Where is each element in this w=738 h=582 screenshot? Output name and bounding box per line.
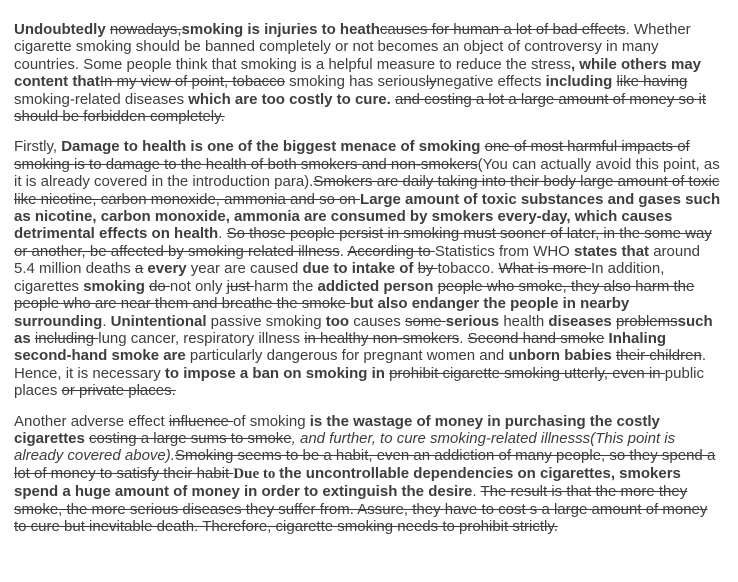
text-run: Smokers are daily taking into their body large amount of toxic like nicotine, carbon monoxide, ammonia and so on (14, 173, 720, 208)
text-run: tobacco. (437, 260, 499, 278)
text-run: smoking (83, 277, 150, 295)
text-run: including (34, 329, 99, 347)
text-run: in healthy non-smokers (304, 329, 460, 347)
text-run: and costing a lot a large amount of money so it should be forbidden completely. (14, 90, 706, 126)
text-run: due to intake of (302, 260, 418, 278)
text-run: negative effects (436, 73, 546, 91)
text-run: year are caused (186, 260, 303, 278)
text-run: influence (168, 412, 234, 430)
text-run: like having (616, 73, 688, 91)
text-run: such as (14, 312, 713, 347)
text-run: The result is that the more they smoke, the more serious diseases they suffer from. Assure, they have to cost s a large amount of money to cure but inevitable death. Therefore, cigarette smoking needs to prohibit strictly. (14, 483, 708, 535)
text-run: , while others may content that (14, 55, 702, 91)
text-run: . (102, 312, 111, 330)
text-run: In addition, cigarettes (14, 260, 665, 295)
text-run: (You can actually avoid this point, as it is already covered in the introduction para). (14, 155, 720, 191)
text-run: people who smoke, they also harm the people who are near them and breathe the smoke (14, 277, 695, 313)
text-run: . (472, 483, 481, 501)
text-run: Damage to health is one of the biggest menace of smoking (61, 138, 485, 156)
text-run: problems (615, 312, 678, 330)
text-run: Large amount of toxic substances and gases such as nicotine, carbon monoxide, ammonia are consumed by smokers every-day, which causes detrimental effects on health (14, 190, 721, 243)
text-run: In my view of point, tobacco (99, 73, 285, 91)
text-run: causes (349, 312, 405, 330)
text-run: just (226, 277, 255, 295)
text-run: the uncontrollable dependencies on cigarettes, smokers spend a huge amount of money in order to extinguish the desire (14, 464, 681, 501)
text-run: of smoking (233, 412, 310, 430)
text-run: which are too costly to cure. (188, 90, 391, 108)
text-run: a (134, 260, 144, 278)
text-run: . Whether cigarette smoking should be banned completely or not becomes an object of controversy in many countries. Some people think that smoking is a helpful measure to reduce the stress (14, 21, 691, 73)
text-run: do (149, 277, 170, 295)
text-run: is the wastage of money in purchasing the costly cigarettes (14, 412, 660, 447)
text-run: costing a large sums to smoke (89, 429, 292, 447)
document-body (14, 21, 724, 535)
text-run: too (325, 312, 350, 330)
text-run: Undoubtedly (14, 21, 106, 38)
text-run: According to (347, 242, 435, 260)
text-run: to impose a ban on smoking in (164, 364, 390, 382)
paragraph-2 (14, 138, 724, 399)
text-run: passive smoking (210, 312, 326, 330)
text-run: Smoking seems to be a habit, even an addiction of many people, so they spend a lot of money to satisfy their habit (14, 447, 716, 482)
text-run: public places (14, 364, 704, 400)
text-run: including (545, 73, 617, 91)
text-run: diseases (548, 312, 616, 330)
text-run: particularly dangerous for pregnant women and (189, 347, 509, 365)
text-run: but also endanger the people in nearby surrounding (14, 295, 630, 330)
text-run: Unintentional (110, 312, 211, 330)
text-run: not only (169, 277, 227, 295)
text-run: smoking has serious (284, 73, 426, 91)
text-run: Due to (233, 465, 280, 482)
text-run: unborn babies (508, 347, 616, 365)
text-run: around 5.4 million deaths (14, 242, 700, 278)
text-run: prohibit cigarette smoking utterly, even in (389, 364, 665, 382)
text-run: What is more (498, 260, 591, 278)
text-run: smoking is injuries to heath (181, 21, 380, 38)
text-run: addicted person (317, 277, 438, 295)
text-run: smoking-related diseases (14, 90, 189, 108)
paragraph-1 (14, 21, 724, 125)
text-run: their children (615, 347, 702, 365)
text-run: by (417, 260, 438, 278)
text-run: states that (574, 242, 654, 260)
text-run: . (339, 242, 348, 260)
text-run: health (503, 312, 549, 330)
text-run: serious (445, 312, 504, 330)
text-run: So those people persist in smoking must sooner of later, in the some way or another, be affected by smoking related illness (14, 225, 712, 260)
text-run: causes for human a lot of bad effects (379, 21, 626, 38)
text-run: every (147, 260, 187, 278)
text-run: ly (425, 73, 437, 91)
text-run: lung cancer, respiratory illness (98, 329, 305, 347)
text-run: Second hand smoke (467, 329, 605, 347)
text-run: some (404, 312, 446, 330)
text-run: nowadays, (109, 21, 182, 38)
text-run: . (459, 329, 468, 347)
text-run: Firstly, (14, 138, 62, 156)
text-run: , and further, to cure smoking-related illnesss(This point is already covered above). (14, 429, 676, 465)
text-run: Another adverse effect (14, 412, 169, 430)
text-run: . Hence, it is necessary (14, 347, 707, 382)
text-run: harm the (254, 277, 318, 295)
paragraph-3 (14, 413, 724, 536)
text-run: . (218, 225, 227, 243)
text-run: one of most harmful impacts of smoking is to damage to the health of both smokers and non-smokers (14, 138, 690, 173)
text-run: or private places. (61, 382, 176, 400)
text-run: Inhaling second-hand smoke are (14, 329, 667, 365)
text-run: Statistics from WHO (434, 242, 575, 260)
